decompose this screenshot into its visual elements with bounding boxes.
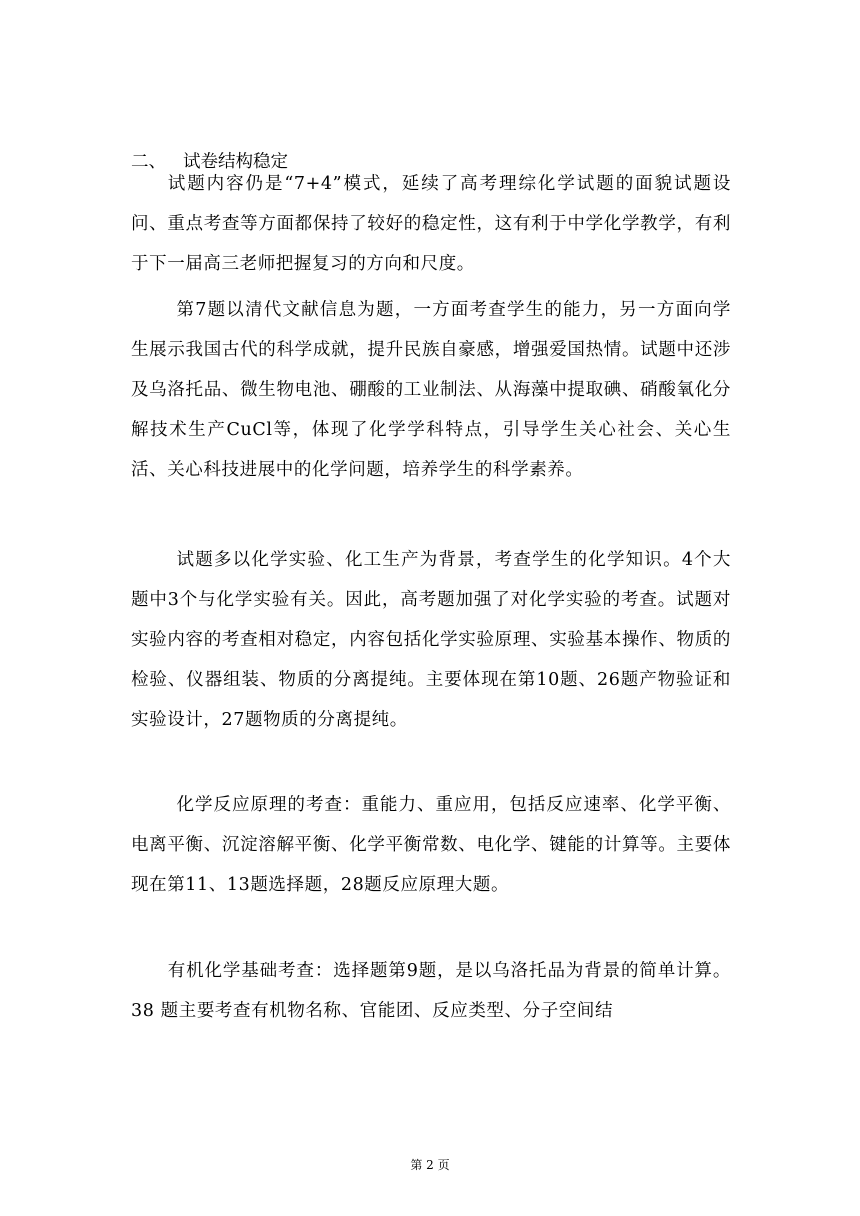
paragraph-text: 有机化学基础考查：选择题第9题，是以乌洛托品为背景的简单计算。38 题主要考查有机物名称、官能团、反应类型、分子空间结 (131, 961, 731, 1021)
paragraph-text: 化学反应原理的考查：重能力、重应用，包括反应速率、化学平衡、电离平衡、沉淀溶解平衡、化学平衡常数、电化学、键能的计算等。主要体现在第11、13题选择题，28题反应原理大题。 (131, 795, 731, 895)
paragraph-text: 试题多以化学实验、化工生产为背景，考查学生的化学知识。4个大题中3个与化学实验有关。因此，高考题加强了对化学实验的考查。试题对实验内容的考查相对稳定，内容包括化学实验原理、实验基本操作、物质的检验、仪器组装、物质的分离提纯。主要体现在第10题、26题产物验证和实验设计，27题物质的分离提纯。 (131, 550, 731, 730)
section-number: 二、 (131, 152, 166, 172)
page-number: 第 2 页 (410, 1158, 450, 1172)
paragraph-question-7 (131, 290, 731, 490)
paragraph-text: 试题内容仍是“7+4”模式，延续了高考理综化学试题的面貌试题设问、重点考查等方面都保持了较好的稳定性，这有利于中学化学教学，有利于下一届高三老师把握复习的方向和尺度。 (131, 174, 731, 274)
page-footer (0, 1157, 860, 1173)
paragraph-experiments (131, 540, 731, 740)
section-title: 试卷结构稳定 (183, 152, 288, 172)
paragraph-organic-chemistry (131, 951, 731, 1031)
paragraph-text: 第7题以清代文献信息为题，一方面考查学生的能力，另一方面向学生展示我国古代的科学成就，提升民族自豪感，增强爱国热情。试题中还涉及乌洛托品、微生物电池、硼酸的工业制法、从海藻中提取碘、硝酸氧化分解技术生产CuCl等，体现了化学学科特点，引导学生关心社会、关心生活、关心科技进展中的化学问题，培养学生的科学素养。 (131, 300, 731, 480)
paragraph-reaction-principles (131, 785, 731, 905)
paragraph-structure (131, 164, 731, 284)
